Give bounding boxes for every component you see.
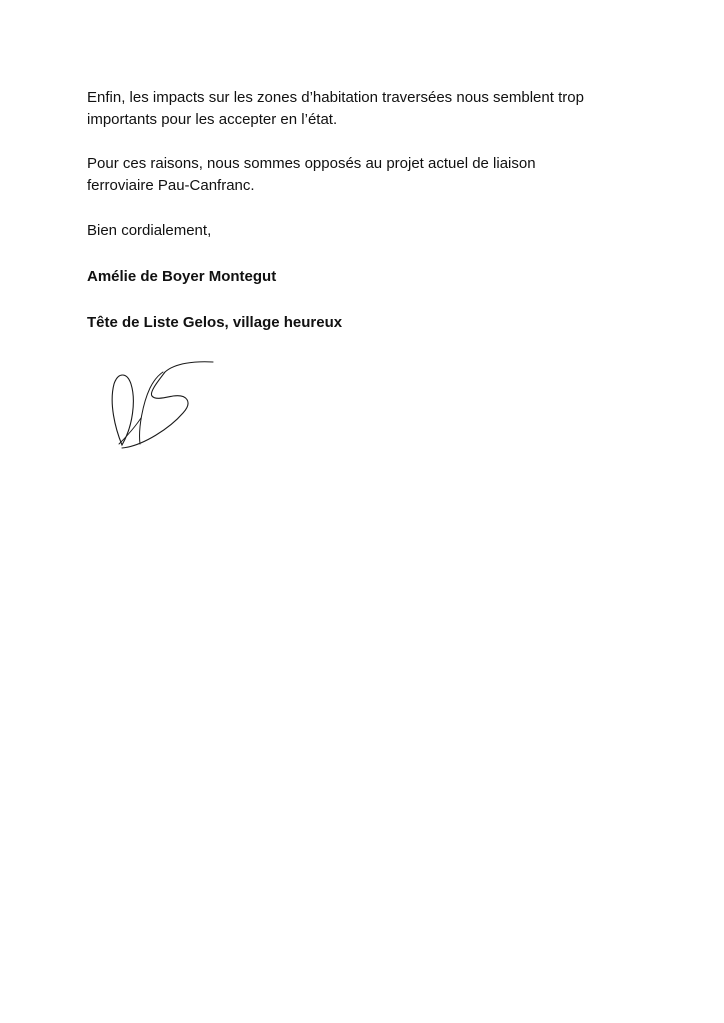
paragraph-impacts-line-1: Enfin, les impacts sur les zones d’habitation traversées nous semblent trop	[87, 89, 584, 106]
signature-stroke-tail	[119, 418, 141, 444]
paragraph-impacts-line-2: importants pour les accepter en l’état.	[87, 111, 338, 128]
signer-name: Amélie de Boyer Montegut	[87, 268, 277, 285]
paragraph-opposition	[87, 153, 647, 197]
signature-stroke-right-loop	[122, 362, 213, 448]
paragraph-opposition-line-2: ferroviaire Pau-Canfranc.	[87, 177, 255, 194]
signature-icon	[105, 358, 220, 454]
signature-stroke-left-loop	[112, 375, 133, 445]
paragraph-opposition-line-1: Pour ces raisons, nous sommes opposés au projet actuel de liaison	[87, 155, 536, 172]
signer-title: Tête de Liste Gelos, village heureux	[87, 314, 343, 331]
closing-salutation: Bien cordialement,	[87, 222, 212, 239]
paragraph-impacts	[87, 87, 647, 131]
